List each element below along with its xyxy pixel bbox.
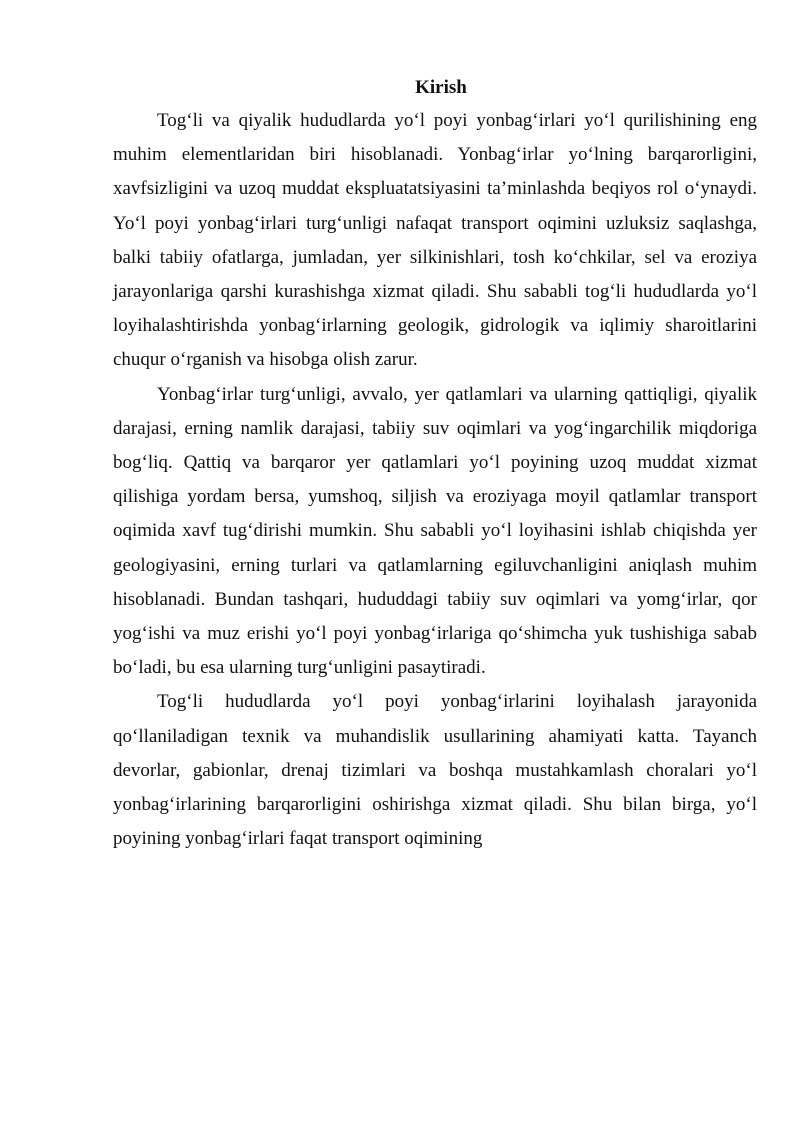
document-title: Kirish	[415, 77, 467, 98]
paragraph-1: Tog‘li va qiyalik hududlarda yo‘l poyi yonbag‘irlari yo‘l qurilishining eng muhim elementlaridan biri hisoblanadi. Yonbag‘irlar yo‘lning barqarorligini, xavfsizligini va uzoq muddat ekspluatatsiyasini ta’minlashda beqiyos rol o‘ynaydi. Yo‘l poyi yonbag‘irlari turg‘unligi nafaqat transport oqimini uzluksiz saqlashga, balki tabiiy ofatlarga, jumladan, yer silkinishlari, tosh ko‘chkilar, sel va eroziya jarayonlariga qarshi kurashishga xizmat qiladi. Shu sababli tog‘li hududlarda yo‘l loyihalashtirishda yonbag‘irlarning geologik, gidrologik va iqlimiy sharoitlarini chuqur o‘rganish va hisobga olish zarur.	[113, 110, 757, 371]
paragraph-3: Tog‘li hududlarda yo‘l poyi yonbag‘irlarini loyihalash jarayonida qo‘llaniladigan texnik va muhandislik usullarining ahamiyati katta. Tayanch devorlar, gabionlar, drenaj tizimlari va boshqa mustahkamlash choralari yo‘l yonbag‘irlarining barqarorligini oshirishga xizmat qiladi. Shu bilan birga, yo‘l poyining yonbag‘irlari faqat transport oqimining	[113, 691, 757, 850]
paragraph-2: Yonbag‘irlar turg‘unligi, avvalo, yer qatlamlari va ularning qattiqligi, qiyalik darajasi, erning namlik darajasi, tabiiy suv oqimlari va yog‘ingarchilik miqdoriga bog‘liq. Qattiq va barqaror yer qatlamlari yo‘l poyining uzoq muddat xizmat qilishiga yordam bersa, yumshoq, siljish va eroziyaga moyil qatlamlar transport oqimida xavf tug‘dirishi mumkin. Shu sababli yo‘l loyihasini ishlab chiqishda yer geologiyasini, erning turlari va qatlamlarning egiluvchanligini aniqlash muhim hisoblanadi. Bundan tashqari, hududdagi tabiiy suv oqimlari va yomg‘irlar, qor yog‘ishi va muz erishi yo‘l poyi yonbag‘irlariga qo‘shimcha yuk tushishiga sabab bo‘ladi, bu esa ularning turg‘unligini pasaytiradi.	[113, 383, 757, 679]
